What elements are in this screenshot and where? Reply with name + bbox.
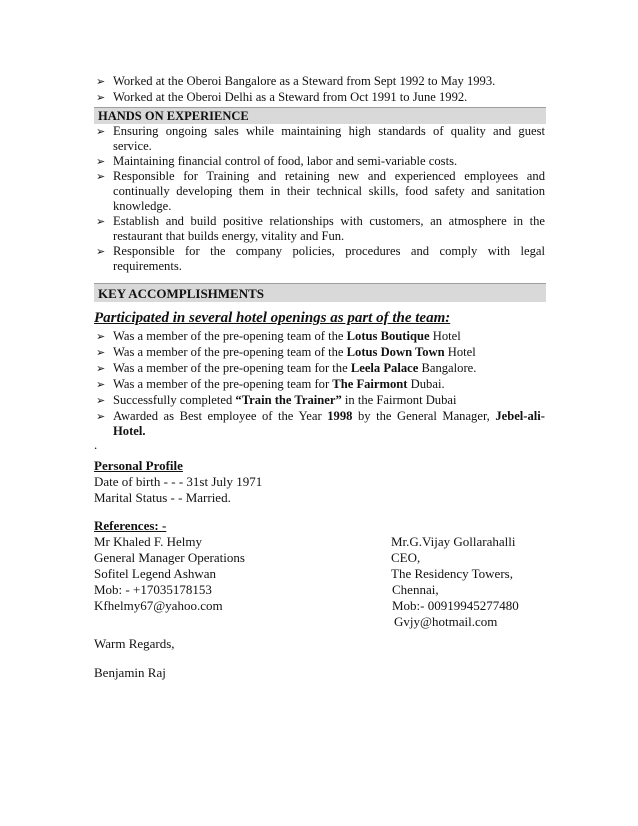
accomplishment-text: Was a member of the pre-opening team for: [113, 377, 333, 391]
accomplishment-highlight: Lotus Boutique: [346, 329, 430, 343]
accomplishment-item: [96, 393, 545, 408]
accomplishment-highlight: 1998: [327, 409, 353, 423]
accomplishment-text: Dubai.: [407, 377, 445, 391]
accomplishment-highlight: Lotus Down Town: [346, 345, 445, 359]
hands-on-text: Ensuring ongoing sales while maintaining high standards of quality and guest service.: [113, 124, 545, 153]
accomplishment-text: Successfully completed: [113, 393, 236, 407]
arrow-bullet-icon: ➢: [96, 378, 106, 391]
work-history-item: [96, 90, 545, 105]
reference-left-email: Kfhelmy67@yahoo.com: [94, 598, 223, 613]
marital-status: Marital Status - - Married.: [94, 490, 231, 505]
reference-right-line: Chennai,: [392, 582, 439, 597]
hands-on-item: [96, 154, 545, 169]
hands-on-item: [96, 214, 545, 244]
accomplishment-text: Was a member of the pre-opening team of the: [113, 329, 347, 343]
reference-right-line: Mr.G.Vijay Gollarahalli: [391, 534, 516, 549]
accomplishment-highlight: Jebel-ali-Hotel.: [113, 409, 545, 438]
accomplishments-subheading: Participated in several hotel openings as part of the team:: [94, 310, 451, 326]
reference-right-line: CEO,: [391, 550, 421, 565]
accomplishment-text: Was a member of the pre-opening team for the: [113, 361, 351, 375]
hands-on-text: Responsible for the company policies, procedures and comply with legal requirements.: [113, 244, 545, 273]
accomplishment-item: [96, 345, 545, 360]
hands-on-text: Responsible for Training and retaining new and experienced employees and continually developing them in their technical skills, food safety and sanitation knowledge.: [113, 169, 545, 213]
hands-on-item: [96, 169, 545, 214]
hands-on-item: [96, 244, 545, 274]
accomplishment-text: by the General Manager,: [352, 409, 496, 423]
accomplishment-highlight: “Train the Trainer”: [235, 393, 342, 407]
signature-name: Benjamin Raj: [94, 665, 166, 680]
work-history-text: Worked at the Oberoi Delhi as a Steward from Oct 1991 to June 1992.: [113, 90, 468, 104]
reference-right-line: Mob:- 00919945277480: [392, 598, 519, 613]
arrow-bullet-icon: ➢: [96, 215, 106, 228]
accomplishment-item: [96, 329, 545, 344]
reference-left-line: Mob: - +17035178153: [94, 582, 212, 597]
arrow-bullet-icon: ➢: [96, 346, 106, 359]
work-history-text: Worked at the Oberoi Bangalore as a Steward from Sept 1992 to May 1993.: [113, 74, 496, 88]
accomplishment-text: Was a member of the pre-opening team of the: [113, 345, 347, 359]
arrow-bullet-icon: ➢: [96, 75, 106, 88]
closing-regards: Warm Regards,: [94, 636, 175, 651]
references-heading: References: -: [94, 518, 167, 533]
reference-left-line: General Manager Operations: [94, 550, 245, 565]
reference-left-line: Sofitel Legend Ashwan: [94, 566, 217, 581]
arrow-bullet-icon: ➢: [96, 170, 106, 183]
arrow-bullet-icon: ➢: [96, 330, 106, 343]
arrow-bullet-icon: ➢: [96, 155, 106, 168]
stray-dot: .: [94, 437, 98, 452]
reference-left-line: Mr Khaled F. Helmy: [94, 534, 202, 549]
arrow-bullet-icon: ➢: [96, 125, 106, 138]
accomplishment-text: Hotel: [429, 329, 461, 343]
arrow-bullet-icon: ➢: [96, 91, 106, 104]
accomplishment-highlight: Leela Palace: [350, 361, 419, 375]
accomplishment-item: [96, 361, 545, 376]
date-of-birth: Date of birth - - - 31st July 1971: [94, 474, 263, 489]
accomplishment-item: [96, 377, 545, 392]
work-history-item: [96, 74, 545, 89]
accomplishment-text: Bangalore.: [418, 361, 477, 375]
hands-on-item: [96, 124, 545, 154]
accomplishment-text: Awarded as Best employee of the Year: [113, 409, 328, 423]
accomplishment-highlight: The Fairmont: [332, 377, 408, 391]
reference-right-email: Gvjy@hotmail.com: [394, 614, 498, 629]
personal-profile-heading: Personal Profile: [94, 458, 183, 473]
accomplishment-text: Hotel: [444, 345, 476, 359]
accomplishment-text: in the Fairmont Dubai: [341, 393, 457, 407]
arrow-bullet-icon: ➢: [96, 245, 106, 258]
hands-on-heading: HANDS ON EXPERIENCE: [94, 107, 546, 124]
arrow-bullet-icon: ➢: [96, 410, 106, 423]
arrow-bullet-icon: ➢: [96, 394, 106, 407]
accomplishment-item: [96, 409, 545, 439]
arrow-bullet-icon: ➢: [96, 362, 106, 375]
hands-on-text: Establish and build positive relationships with customers, an atmosphere in the restaurant that builds energy, vitality and Fun.: [113, 214, 545, 243]
hands-on-text: Maintaining financial control of food, labor and semi-variable costs.: [113, 154, 458, 168]
accomplishments-heading: KEY ACCOMPLISHMENTS: [94, 283, 546, 302]
reference-right-line: The Residency Towers,: [391, 566, 513, 581]
